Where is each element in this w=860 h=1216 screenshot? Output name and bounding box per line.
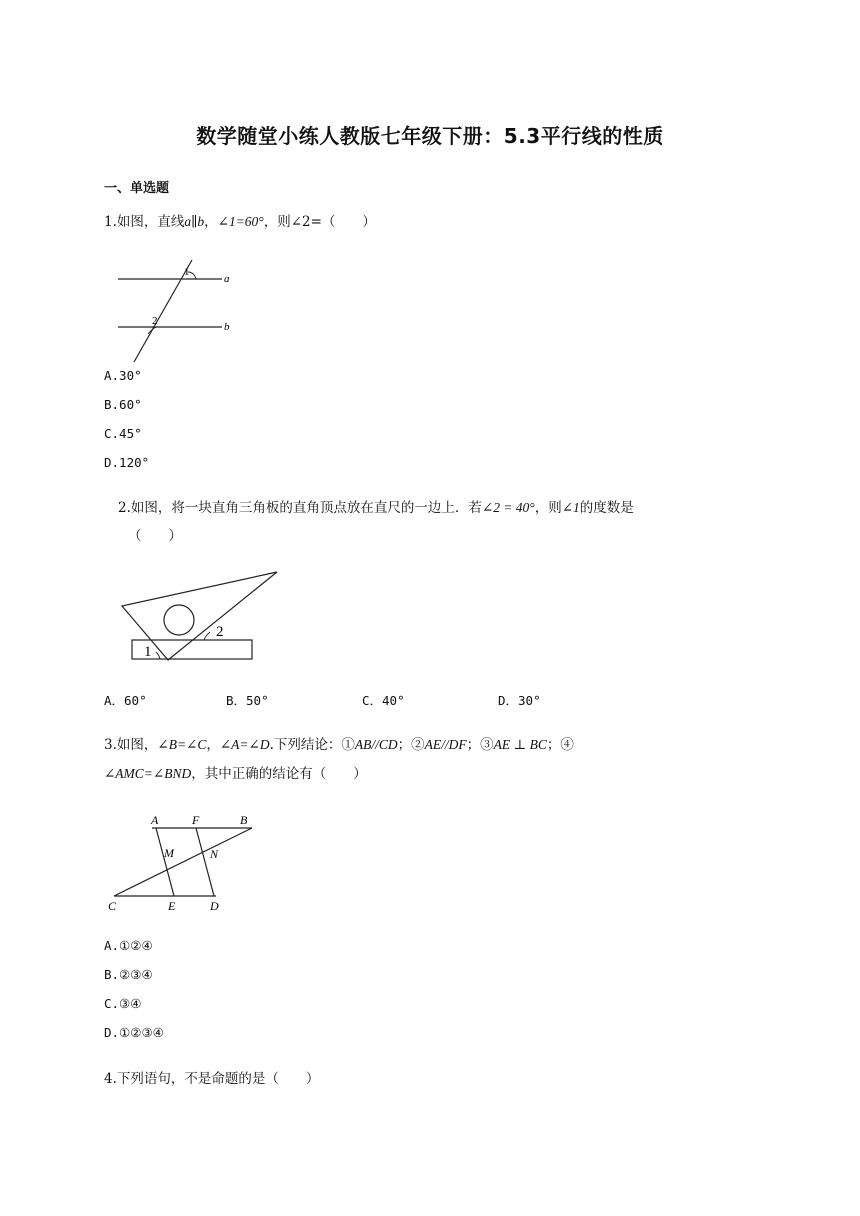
question-1-parallel-math: a∥b	[184, 214, 205, 229]
question-3-option-c[interactable]: C.③④	[104, 996, 142, 1011]
question-3-sep-2: ；②	[397, 737, 425, 753]
question-1-option-c[interactable]: C.45°	[104, 426, 142, 441]
question-2-figure	[112, 566, 287, 666]
question-1-mid: ，	[204, 214, 218, 230]
point-f-label: F	[192, 813, 200, 827]
question-1-option-d[interactable]: D.120°	[104, 455, 150, 470]
question-1-angle1-math: ∠1=60°	[217, 214, 264, 229]
question-3-stem-line-1	[104, 735, 574, 755]
angle-2-arc	[204, 632, 210, 640]
question-3-ae-df-math: AE//DF	[424, 737, 467, 752]
question-1-option-b[interactable]: B.60°	[104, 397, 142, 412]
question-1-prefix: 1.如图，直线	[104, 214, 185, 230]
question-3-stem-line-2	[104, 764, 367, 784]
question-2-option-d[interactable]: D．30°	[498, 693, 541, 708]
question-1-stem	[104, 212, 376, 232]
question-2-option-a[interactable]: A．60°	[104, 693, 147, 708]
question-2-mid: ，则	[534, 500, 562, 516]
question-3-option-a[interactable]: A.①②④	[104, 938, 153, 953]
question-3-ab-cd-math: AB//CD	[354, 737, 398, 752]
question-3-b-c-math: ∠B=∠C	[157, 737, 207, 752]
question-4-stem: 4.下列语句，不是命题的是（ ）	[104, 1071, 320, 1087]
point-m-label: M	[164, 846, 174, 860]
angle-1-label: 1	[184, 266, 190, 278]
angle-2-label: 2	[216, 624, 224, 640]
segment-ae	[156, 828, 174, 896]
segment-bc	[114, 828, 252, 896]
line-b-label: b	[224, 321, 230, 333]
question-2-paren: （ ）	[128, 528, 182, 544]
question-3-ae-bc-math: AE ⊥ BC	[493, 737, 547, 752]
angle-2-label: 2	[152, 315, 158, 327]
point-n-label: N	[210, 847, 219, 861]
question-2-suffix: 的度数是	[579, 500, 634, 516]
point-c-label: C	[108, 899, 117, 913]
question-3-mid: .下列结论：①	[269, 737, 355, 753]
page-title: 数学随堂小练人教版七年级下册：5.3平行线的性质	[196, 124, 664, 148]
question-3-suffix: ，其中正确的结论有（ ）	[191, 766, 367, 782]
set-square-hole	[164, 605, 194, 635]
question-2-angle2-math: ∠2 = 40°	[481, 500, 535, 515]
point-a-label: A	[151, 813, 159, 827]
question-3-prefix: 3.如图，	[104, 737, 158, 753]
question-1-option-a[interactable]: A.30°	[104, 368, 142, 383]
question-3-sep-1: ，	[206, 737, 220, 753]
question-3-a-d-math: ∠A=∠D	[219, 737, 270, 752]
question-1-suffix: ，则∠2=（ ）	[263, 214, 376, 230]
question-1-figure	[110, 258, 250, 368]
question-3-sep-3: ；③	[466, 737, 494, 753]
point-e-label: E	[168, 899, 176, 913]
point-d-label: D	[210, 899, 219, 913]
question-3-amc-bnd-math: ∠AMC=∠BND	[104, 766, 192, 781]
segment-fd	[196, 828, 214, 896]
point-b-label: B	[240, 813, 248, 827]
question-3-option-d[interactable]: D.①②③④	[104, 1025, 164, 1040]
question-2-option-c[interactable]: C．40°	[362, 693, 405, 708]
question-2-stem	[118, 498, 634, 518]
question-2-option-b[interactable]: B．50°	[226, 693, 269, 708]
question-3-sep-4: ；④	[546, 737, 574, 753]
question-3-figure	[104, 808, 264, 918]
section-heading: 一、单选题	[104, 181, 170, 196]
angle-1-label: 1	[144, 644, 152, 660]
question-2-angle1-math: ∠1	[561, 500, 580, 515]
question-2-prefix: 2.如图，将一块直角三角板的直角顶点放在直尺的一边上．若	[118, 500, 482, 516]
angle-1-arc	[156, 652, 160, 659]
line-a-label: a	[224, 273, 230, 285]
question-3-option-b[interactable]: B.②③④	[104, 967, 153, 982]
